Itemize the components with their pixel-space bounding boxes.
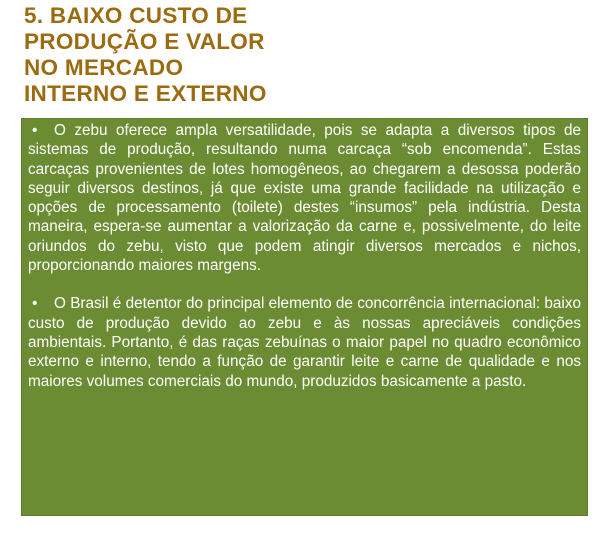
section-heading <box>24 3 584 107</box>
paragraph-zebu-versatility <box>28 121 581 275</box>
content-box <box>21 118 588 516</box>
heading-line: PRODUÇÃO E VALOR <box>24 29 265 54</box>
heading-line: INTERNO E EXTERNO <box>24 81 267 106</box>
heading-line: NO MERCADO <box>24 55 184 80</box>
bullet-icon: • <box>32 295 38 313</box>
paragraph-brasil-competition <box>28 294 581 390</box>
paragraph-text: O Brasil é detentor do principal elemento de concorrência internacional: baixo custo de produção devido ao zebu e às nossas apreciáveis condições ambientais. Portanto, é das raças zebuínas o maior papel no quadro econômico externo e interno, tendo a função de garantir leite e carne de qualidade e nos maiores volumes comerciais do mundo, produzidos basicamente a pasto. <box>28 295 581 390</box>
bullet-icon: • <box>32 122 38 139</box>
heading-line: 5. BAIXO CUSTO DE <box>24 3 248 28</box>
paragraph-text: O zebu oferece ampla versatilidade, pois se adapta a diversos tipos de sistemas de produção, resultando numa carcaça “sob encomenda”. Estas carcaças provenientes de lotes homogêneos, ao chegarem a desossa poderão seguir diversos destinos, já que existe uma grande facilidade na utilização e opções de processamento (toilete) destes “insumos” pela indústria. Desta maneira, espera-se aumentar a valorização da carne e, possivelmente, do leite oriundos do zebu, visto que podem atingir diversos mercados e nichos, proporcionando maiores margens. <box>28 122 581 275</box>
